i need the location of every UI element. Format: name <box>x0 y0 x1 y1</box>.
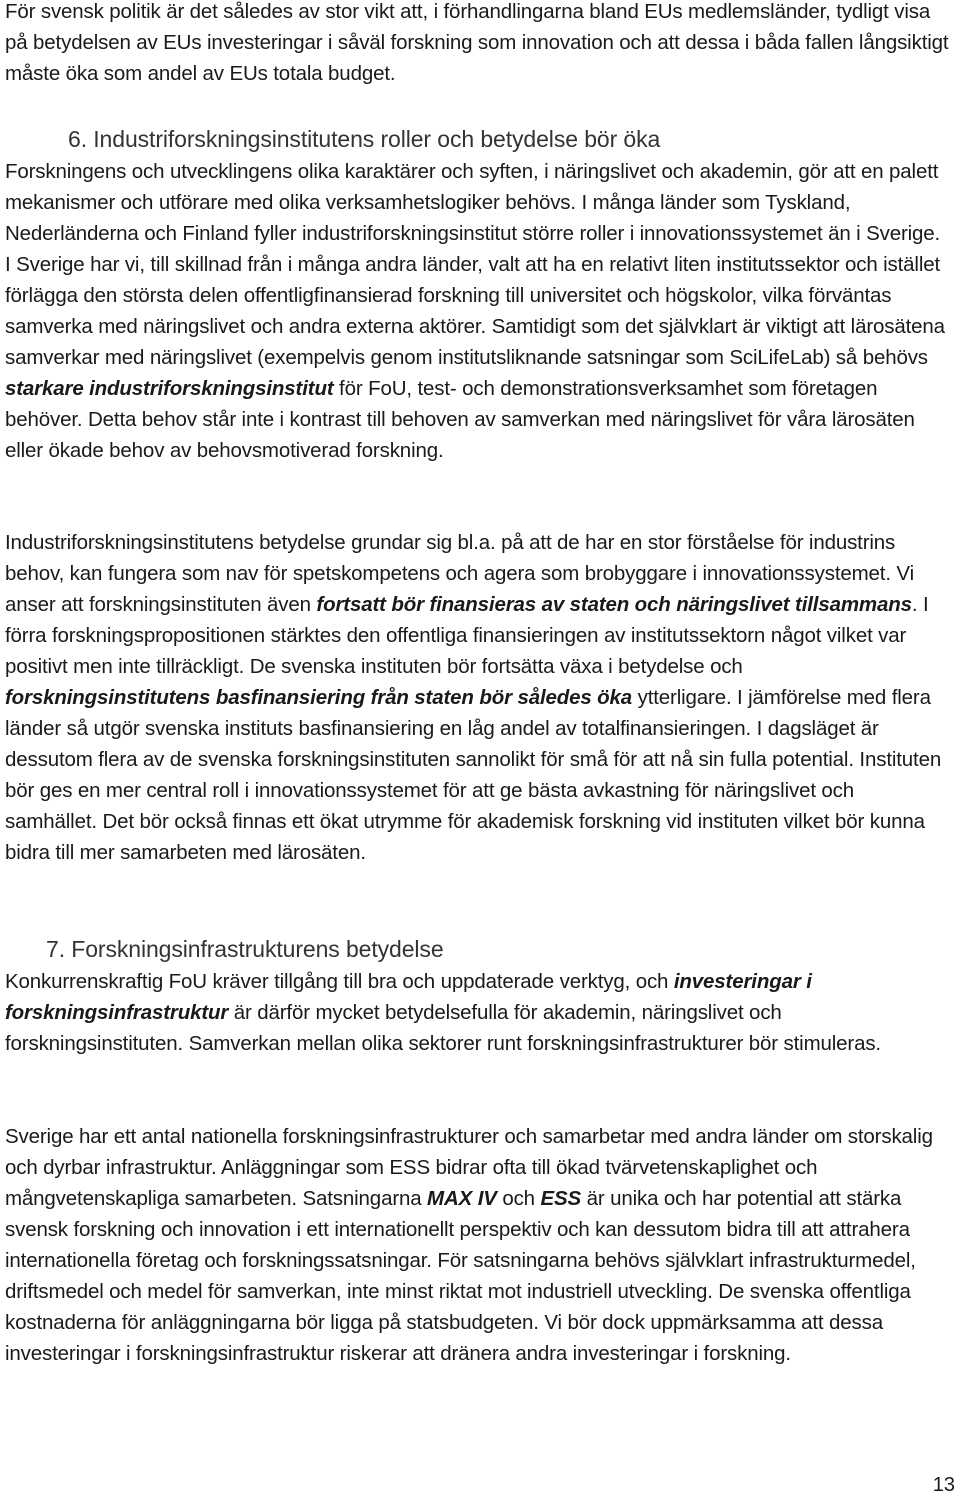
section-6-paragraph-1 <box>5 156 950 466</box>
intro-paragraph <box>5 0 950 89</box>
paragraph-text: för FoU, test- och demonstrationsverksamhet som företagen behöver. Detta behov står inte i kontrast till behoven av samverkan med näringslivet för våra lärosäten eller ökade behov av behovsmotiverad forskning. <box>5 377 915 462</box>
paragraph-text: ytterligare. I jämförelse med flera länder så utgör svenska instituts basfinansiering en låg andel av totalfinansieringen. I dagsläget är dessutom flera av de svenska forskningsinstituten sannolikt för små för att nå sin fulla potential. Instituten bör ges en mer central roll i innovationssystemet för att ge bästa avkastning för näringslivet och samhället. Det bör också finnas ett ökat utrymme för akademisk forskning vid instituten vilket bör kunna bidra till mer samarbeten med lärosäten. <box>5 686 942 864</box>
section-6-paragraph-2 <box>5 527 950 868</box>
paragraph-text: Sverige har ett antal nationella forskningsinfrastrukturer och samarbetar med andra länder om storskalig och dyrbar infrastruktur. Anläggningar som ESS bidrar ofta till ökad tvärvetenskaplighet och mångvetenskapliga samarbeten. Satsningarna <box>5 1125 933 1210</box>
paragraph-text: . I förra forskningspropositionen stärktes den offentliga finansieringen av institutssektorn något vilket var positivt men inte tillräckligt. De svenska instituten bör fortsätta växa i betydelse och <box>5 593 929 678</box>
paragraph-text: Konkurrenskraftig FoU kräver tillgång till bra och uppdaterade verktyg, och <box>5 970 674 993</box>
paragraph-text: Industriforskningsinstitutens betydelse grundar sig bl.a. på att de har en stor förståelse för industrins behov, kan fungera som nav för spetskompetens och agera som brobyggare i innovationssystemet. Vi anser att forskningsinstituten även <box>5 531 914 616</box>
emphasis-text: MAX IV <box>427 1187 497 1210</box>
paragraph-text: är unika och har potential att stärka svensk forskning och innovation i ett internationellt perspektiv och kan dessutom bidra till att attrahera internationella företag och forskningssatsningar. För satsningarna behövs självklart infrastrukturmedel, driftsmedel och medel för samverkan, inte minst riktat mot industriell utveckling. De svenska offentliga kostnaderna för anläggningarna bör ligga på statsbudgeten. Vi bör dock uppmärksamma att dessa investeringar i forskningsinfrastruktur riskerar att dränera andra investeringar i forskning. <box>5 1187 916 1365</box>
paragraph-text: är därför mycket betydelsefulla för akademin, näringslivet och forskningsinstituten. Samverkan mellan olika sektorer runt forskningsinfrastrukturer bör stimuleras. <box>5 1001 881 1055</box>
section-7-paragraph-1 <box>5 966 950 1059</box>
paragraph-text: Forskningens och utvecklingens olika karaktärer och syften, i näringslivet och akademin, gör att en palett mekanismer och utförare med olika verksamhetslogiker behövs. I många länder som Tyskland, Nederländerna och Finland fyller industriforskningsinstitut större roller i innovationssystemet än i Sverige. I Sverige har vi, till skillnad från i många andra länder, valt att ha en relativt liten institutssektor och istället förlägga den största delen offentligfinansierad forskning till universitet och högskolor, vilka förväntas samverka med näringslivet och andra externa aktörer. Samtidigt som det självklart är viktigt att lärosätena samverkar med näringslivet (exempelvis genom institutsliknande satsningar som SciLifeLab) så behövs <box>5 160 945 369</box>
section-7-heading: 7. Forskningsinfrastrukturens betydelse <box>46 936 444 962</box>
paragraph-text: och <box>496 1187 541 1210</box>
emphasis-text: starkare industriforskningsinstitut <box>5 377 334 400</box>
page-number: 13 <box>932 1474 955 1496</box>
emphasis-text: ESS <box>540 1187 582 1210</box>
emphasis-text: fortsatt bör finansieras av staten och näringslivet tillsammans <box>316 593 912 616</box>
emphasis-text: investeringar i forskningsinfrastruktur <box>5 970 812 1024</box>
section-7-paragraph-2 <box>5 1121 950 1369</box>
emphasis-text: forskningsinstitutens basfinansiering från staten bör således öka <box>5 686 633 709</box>
section-6-heading: 6. Industriforskningsinstitutens roller och betydelse bör öka <box>68 126 661 152</box>
intro-text: För svensk politik är det således av stor vikt att, i förhandlingarna bland EUs medlemsländer, tydligt visa på betydelsen av EUs investeringar i såväl forskning som innovation och att dessa i båda fallen långsiktigt måste öka som andel av EUs totala budget. <box>5 0 949 85</box>
